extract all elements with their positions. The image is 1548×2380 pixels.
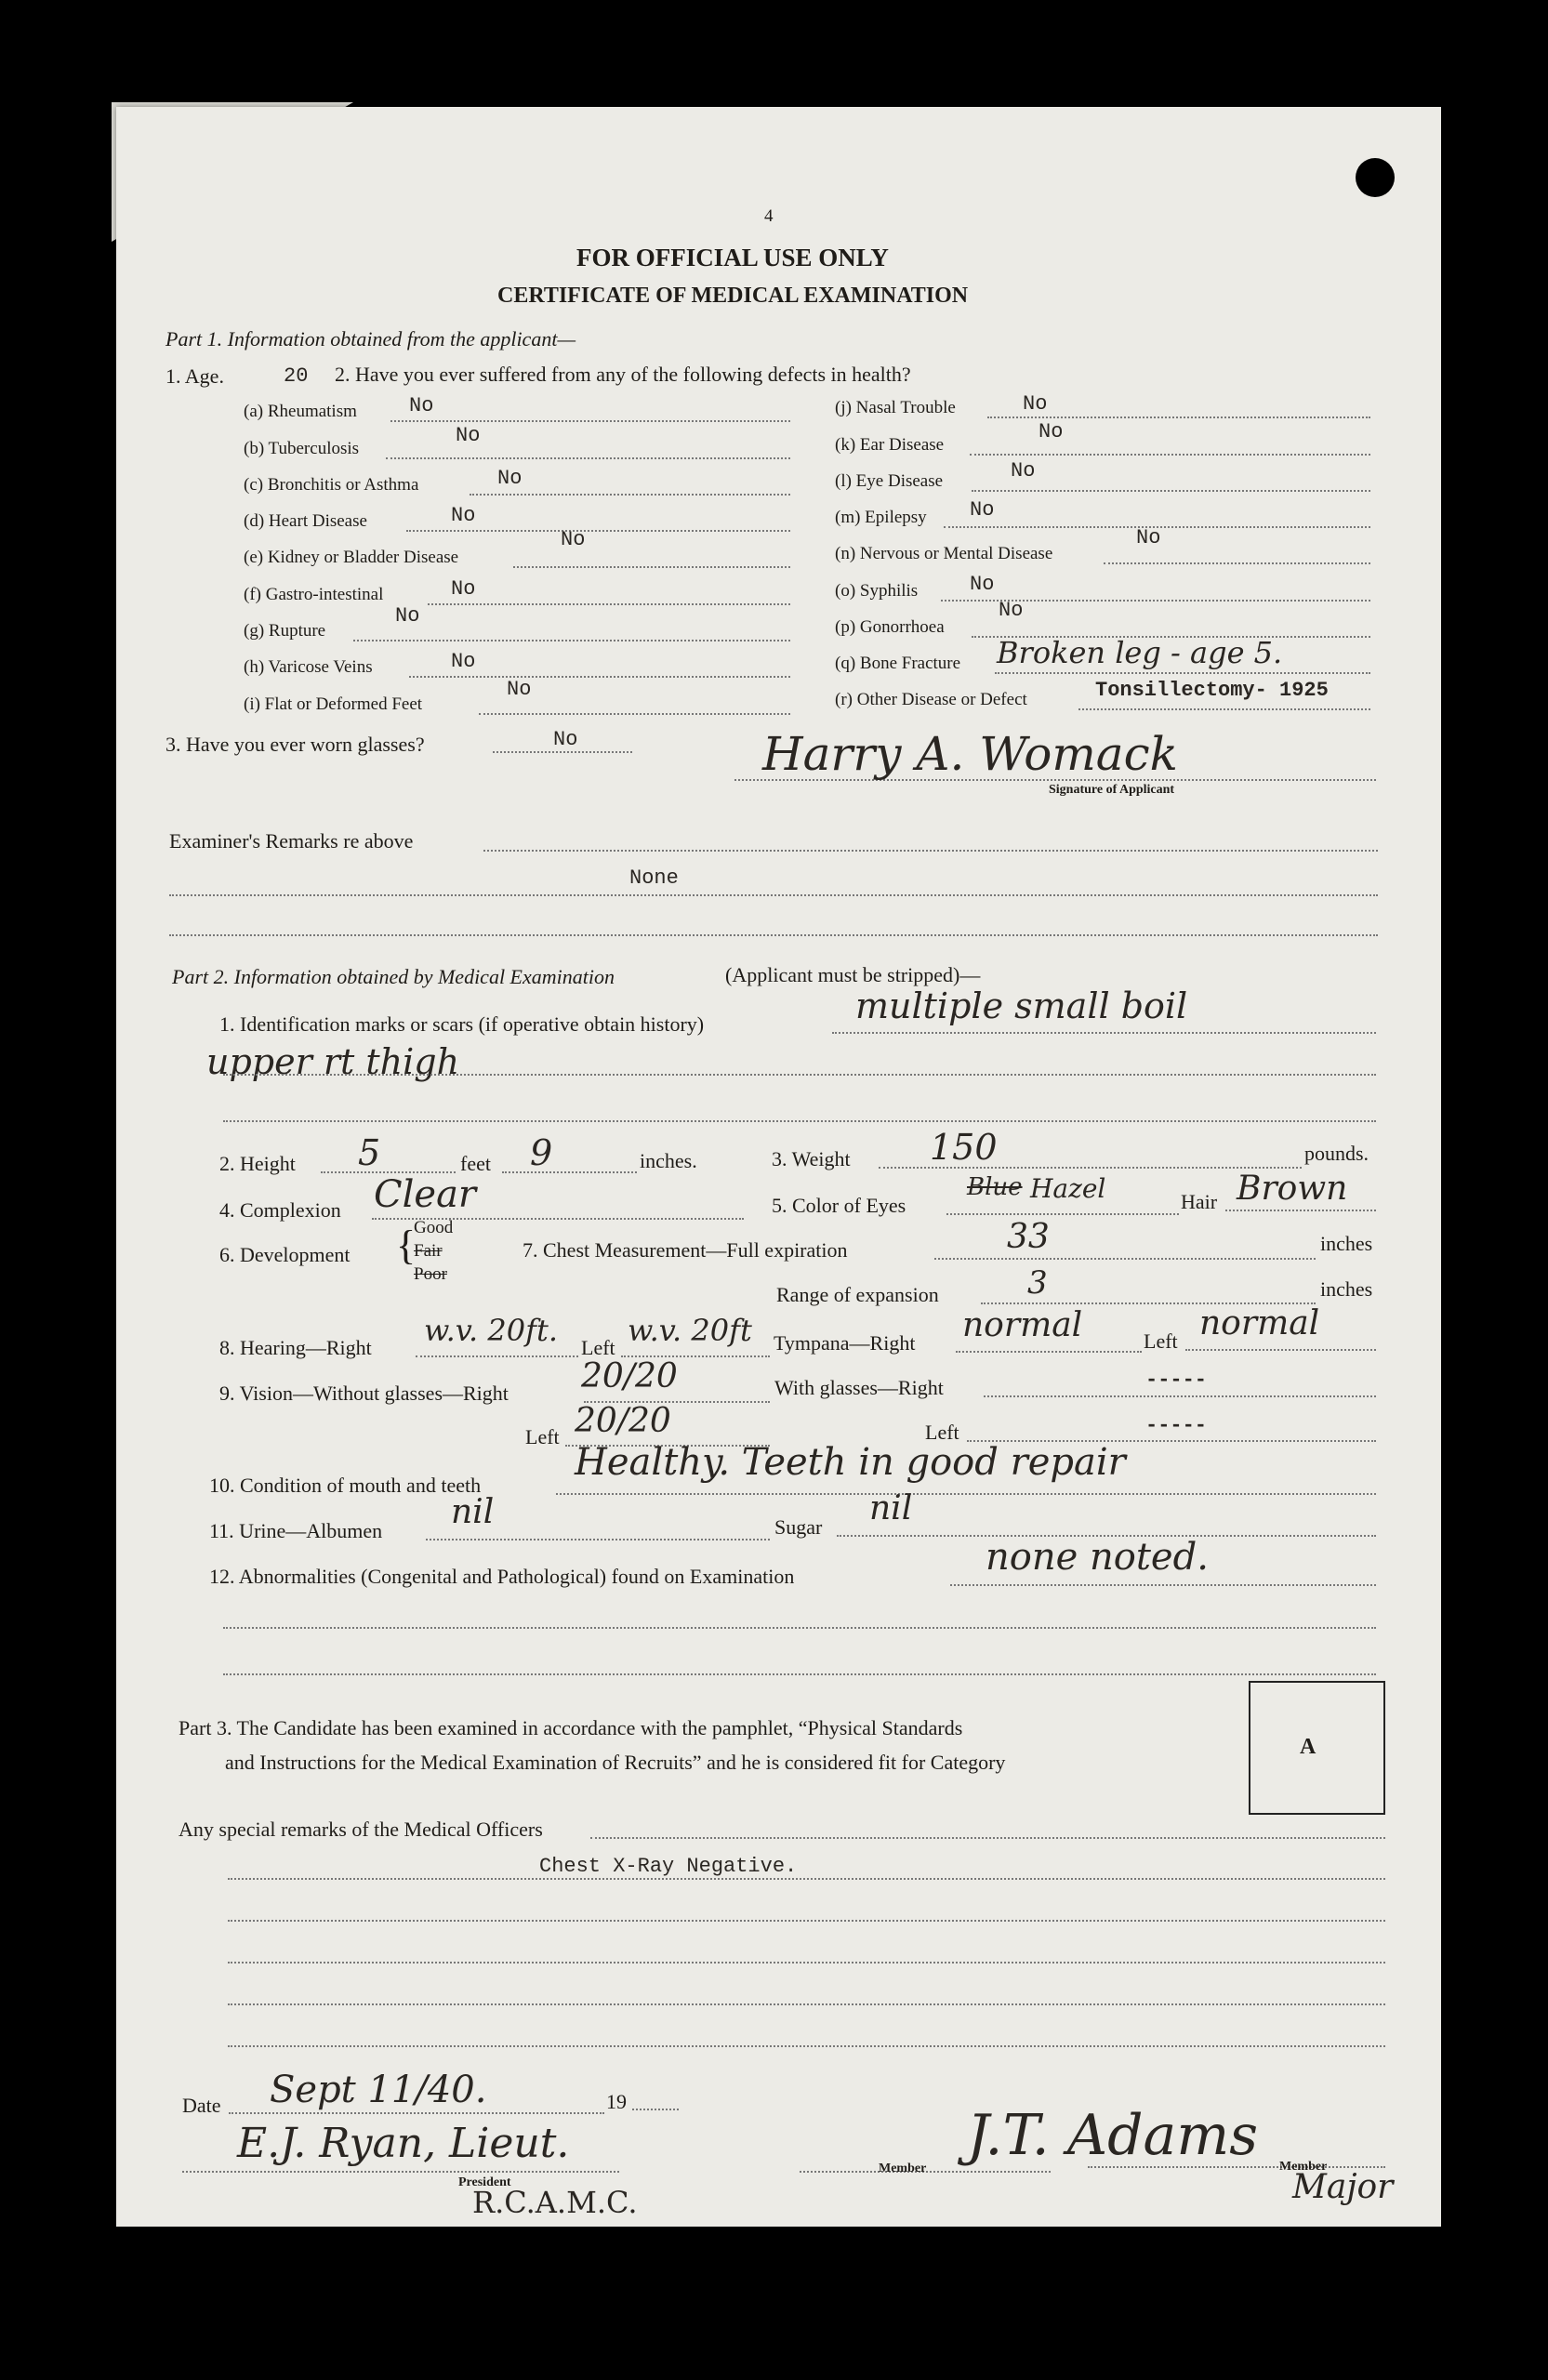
value-kidney: No <box>561 528 586 551</box>
item-tuberculosis: (b) Tuberculosis <box>244 439 360 458</box>
item-other-disease: (r) Other Disease or Defect <box>835 690 1027 709</box>
item-epilepsy: (m) Epilepsy <box>835 508 927 527</box>
age-value: 20 <box>284 364 309 388</box>
item-syphilis: (o) Syphilis <box>835 581 919 601</box>
weight-value: 150 <box>930 1127 998 1168</box>
age-label: 1. Age. <box>165 364 224 388</box>
hair-value: Brown <box>1237 1170 1348 1208</box>
hearing-right-value: w.v. 20ft. <box>424 1313 558 1348</box>
item-rheumatism: (a) Rheumatism <box>244 402 357 421</box>
urine-label: 11. Urine—Albumen <box>209 1519 383 1542</box>
item-nasal: (j) Nasal Trouble <box>835 398 956 417</box>
date-label: Date <box>182 2094 221 2117</box>
feet-label: feet <box>460 1152 491 1175</box>
item-flat-feet: (i) Flat or Deformed Feet <box>244 694 423 714</box>
chest-inches-label: inches <box>1320 1232 1373 1255</box>
pounds-label: pounds. <box>1304 1142 1369 1165</box>
hearing-left-label: Left <box>581 1336 615 1359</box>
item-bronchitis: (c) Bronchitis or Asthma <box>244 475 419 495</box>
signature-label: Signature of Applicant <box>1049 783 1175 797</box>
heading-certificate: CERTIFICATE OF MEDICAL EXAMINATION <box>497 284 969 308</box>
identification-value: multiple small boil <box>855 985 1188 1026</box>
item-ear: (k) Ear Disease <box>835 435 945 455</box>
sugar-label: Sugar <box>774 1515 823 1539</box>
eyes-struck-value: Blue <box>967 1173 1023 1201</box>
value-varicose: No <box>451 650 476 673</box>
item-bone-fracture: (q) Bone Fracture <box>835 654 961 673</box>
part2-title-note: (Applicant must be stripped)— <box>725 963 981 986</box>
vision-right-value: 20/20 <box>581 1357 678 1395</box>
range-value: 3 <box>1027 1264 1048 1302</box>
chest-label: 7. Chest Measurement—Full expiration <box>523 1238 848 1262</box>
heading-official: FOR OFFICIAL USE ONLY <box>576 244 889 271</box>
examiner-remarks: None <box>629 866 679 890</box>
value-other-disease: Tonsillectomy- 1925 <box>1095 679 1329 702</box>
complexion-label: 4. Complexion <box>219 1198 341 1222</box>
development-brace: { <box>396 1223 417 1268</box>
part1-title: Part 1. Information obtained from the applicant— <box>165 327 576 350</box>
value-bone-fracture: Broken leg - age 5. <box>997 635 1283 670</box>
year-prefix: 19 <box>606 2090 627 2113</box>
value-gastro: No <box>451 577 476 601</box>
height-label: 2. Height <box>219 1152 296 1175</box>
value-eye: No <box>1011 459 1036 483</box>
punch-hole <box>1356 158 1395 197</box>
item-eye: (l) Eye Disease <box>835 471 944 491</box>
examiner-label: Examiner's Remarks re above <box>169 829 414 853</box>
president-label: President <box>458 2175 511 2189</box>
development-label: 6. Development <box>219 1243 351 1266</box>
item-varicose: (h) Varicose Veins <box>244 657 373 677</box>
item-kidney: (e) Kidney or Bladder Disease <box>244 548 459 567</box>
question-defects: 2. Have you ever suffered from any of the following defects in health? <box>335 363 911 386</box>
member-signature: J.T. Adams <box>967 2103 1259 2168</box>
applicant-signature: Harry A. Womack <box>762 727 1178 781</box>
weight-label: 3. Weight <box>772 1147 851 1170</box>
item-heart-disease: (d) Heart Disease <box>244 511 367 531</box>
value-heart-disease: No <box>451 504 476 527</box>
complexion-value: Clear <box>374 1173 477 1216</box>
abnormalities-value: none noted. <box>986 1536 1209 1579</box>
glasses-value: No <box>553 728 578 751</box>
part3-line1: Part 3. The Candidate has been examined in accordance with the pamphlet, “Physical Standards <box>179 1716 963 1739</box>
chest-value: 33 <box>1007 1218 1050 1256</box>
member-rank: Major <box>1292 2168 1394 2206</box>
vision-left-value: 20/20 <box>575 1402 671 1440</box>
value-nasal: No <box>1023 392 1048 416</box>
hair-label: Hair <box>1181 1190 1218 1213</box>
hearing-left-value: w.v. 20ft <box>628 1313 752 1348</box>
special-remarks-label: Any special remarks of the Medical Officers <box>179 1818 543 1841</box>
with-glasses-left-value: ----- <box>1145 1414 1208 1437</box>
item-rupture: (g) Rupture <box>244 621 326 641</box>
category-box <box>1249 1681 1385 1815</box>
vision-left-label: Left <box>525 1425 560 1448</box>
part2-title: Part 2. Information obtained by Medical Examination <box>172 965 615 988</box>
value-epilepsy: No <box>970 498 995 522</box>
value-ear: No <box>1039 420 1064 443</box>
range-label: Range of expansion <box>776 1283 939 1306</box>
value-bronchitis: No <box>497 467 523 490</box>
member-label-1: Member <box>879 2162 927 2175</box>
identification-label: 1. Identification marks or scars (if operative obtain history) <box>219 1012 705 1036</box>
value-rheumatism: No <box>409 394 434 417</box>
height-feet-value: 5 <box>358 1132 381 1173</box>
value-rupture: No <box>395 604 420 628</box>
value-syphilis: No <box>970 573 995 596</box>
date-value: Sept 11/40. <box>270 2069 487 2111</box>
part3-line2: and Instructions for the Medical Examination of Recruits” and he is considered fit for Category <box>225 1751 1006 1774</box>
president-signature: E.J. Ryan, Lieut. <box>237 2120 570 2167</box>
inches-label: inches. <box>640 1149 697 1172</box>
range-inches-label: inches <box>1320 1277 1373 1301</box>
height-inches-value: 9 <box>530 1132 553 1173</box>
identification-value-2: upper rt thigh <box>206 1041 460 1082</box>
item-gastro: (f) Gastro-intestinal <box>244 585 384 604</box>
page-number: 4 <box>764 206 774 226</box>
tympana-label: Tympana—Right <box>774 1331 916 1355</box>
development-fair: Fair <box>414 1241 443 1261</box>
albumen-value: nil <box>451 1493 495 1531</box>
special-remarks-value: Chest X-Ray Negative. <box>539 1855 798 1878</box>
mouth-label: 10. Condition of mouth and teeth <box>209 1474 482 1497</box>
hearing-label: 8. Hearing—Right <box>219 1336 372 1359</box>
with-glasses-right-value: ----- <box>1145 1368 1208 1392</box>
value-gonorrhoea: No <box>999 599 1024 622</box>
with-glasses-left-label: Left <box>925 1421 959 1444</box>
development-poor: Poor <box>414 1264 447 1284</box>
vision-label: 9. Vision—Without glasses—Right <box>219 1382 509 1405</box>
value-tuberculosis: No <box>456 424 481 447</box>
tympana-left-label: Left <box>1144 1329 1178 1353</box>
tympana-right-value: normal <box>962 1306 1083 1344</box>
value-nervous: No <box>1136 526 1161 549</box>
sugar-value: nil <box>869 1489 913 1527</box>
eyes-value: Hazel <box>1030 1173 1106 1204</box>
category-value: A <box>1300 1735 1316 1759</box>
item-gonorrhoea: (p) Gonorrhoea <box>835 617 945 637</box>
item-nervous: (n) Nervous or Mental Disease <box>835 544 1053 563</box>
abnormalities-label: 12. Abnormalities (Congenital and Pathological) found on Examination <box>209 1565 795 1588</box>
glasses-label: 3. Have you ever worn glasses? <box>165 733 425 756</box>
development-good: Good <box>414 1218 454 1237</box>
mouth-value: Healthy. Teeth in good repair <box>575 1441 1126 1484</box>
with-glasses-label: With glasses—Right <box>774 1376 944 1399</box>
member-label-2: Member <box>1279 2160 1328 2174</box>
eyes-label: 5. Color of Eyes <box>772 1194 906 1217</box>
value-flat-feet: No <box>507 678 532 701</box>
tympana-left-value: normal <box>1199 1304 1320 1342</box>
president-unit: R.C.A.M.C. <box>472 2185 638 2220</box>
